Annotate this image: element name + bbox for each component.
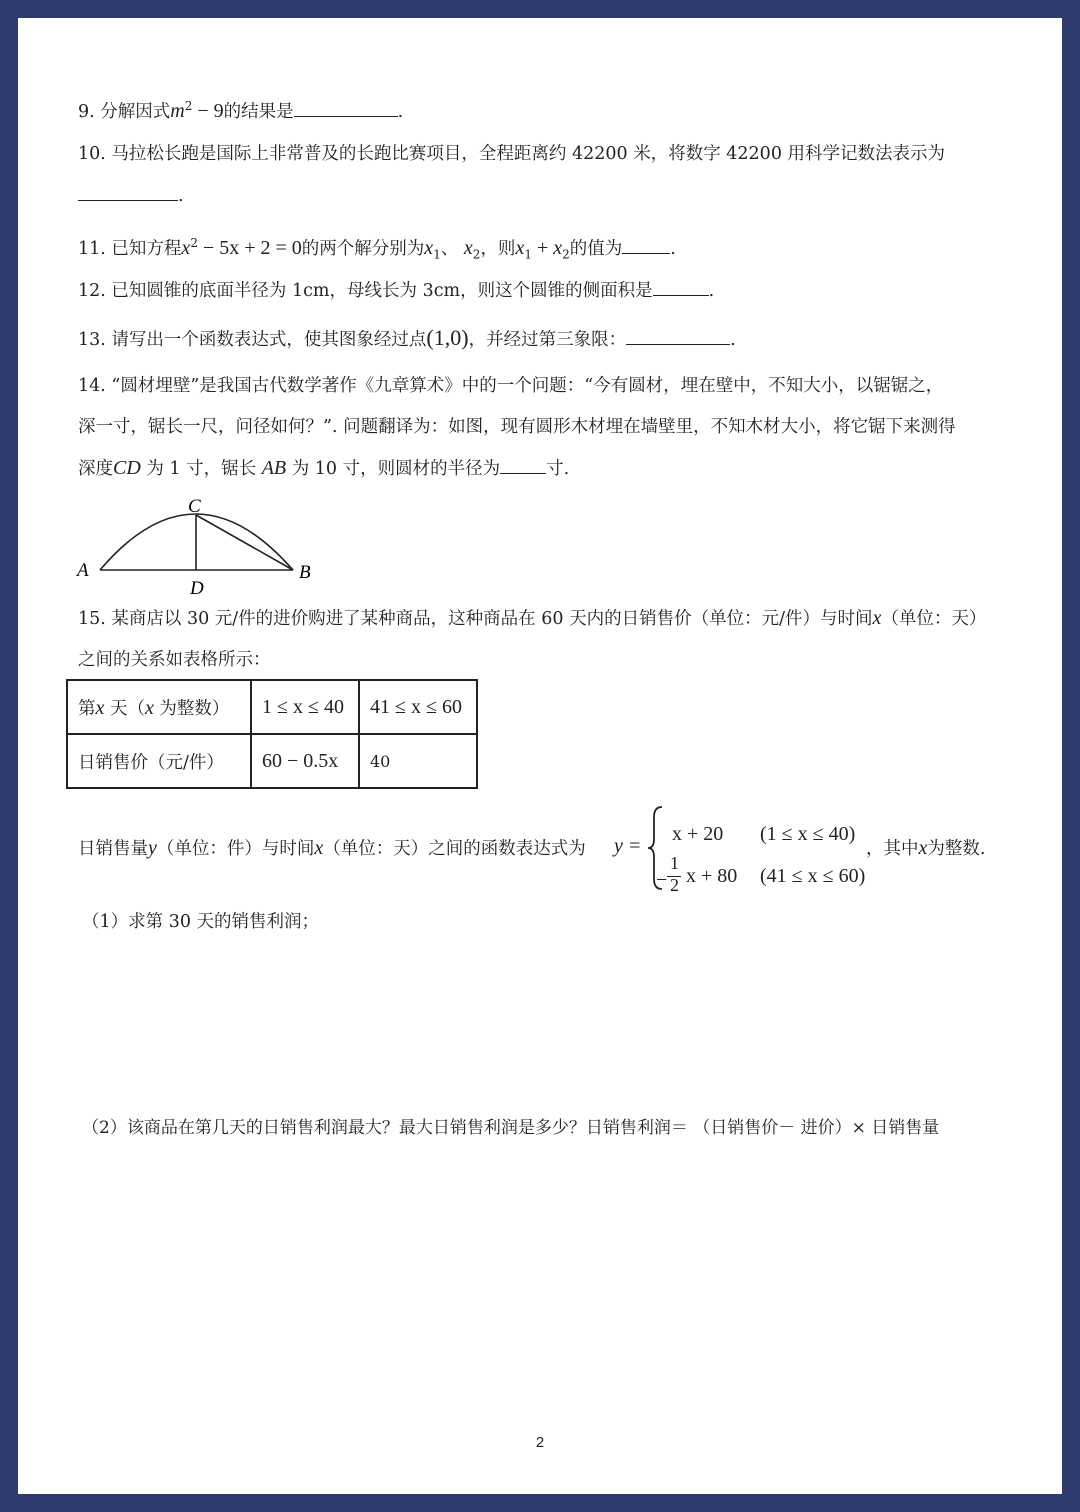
- question-15-line1: [78, 606, 986, 631]
- table-cell-price-label: 日销售价（元/件）: [67, 734, 251, 788]
- sub-question-2: （2）该商品在第几天的日销售利润最大？最大日销售利润是多少？日销售利润＝ （日销售价－ 进价）× 日销售量: [82, 1118, 940, 1138]
- question-11: [78, 231, 676, 266]
- q14-l3-text-b: 为 1 寸，锯长: [140, 459, 262, 479]
- table-cell-header-day: 第x 天（x 为整数）: [67, 680, 251, 734]
- piecewise-post: ，其中x为整数.: [866, 837, 986, 859]
- question-14-line3: [78, 456, 569, 481]
- q9-text: 分解因式: [100, 101, 171, 122]
- q11-mid: 的两个解分别为: [301, 238, 425, 259]
- q12-text: 已知圆锥的底面半径为 1cm，母线长为 3cm，则这个圆锥的侧面积是: [111, 281, 653, 301]
- q11-mid2: ，则: [480, 238, 516, 259]
- q11-sum-x1: x: [515, 236, 525, 259]
- table-cell-range2: 41 ≤ x ≤ 60: [359, 680, 477, 734]
- q9-number: 9.: [78, 101, 95, 122]
- q11-eq-var: x: [181, 236, 191, 259]
- q10-number: 10.: [78, 144, 106, 164]
- table-row: [67, 734, 477, 788]
- label-b: B: [299, 562, 311, 583]
- q15-text-a: 15. 某商店以 30 元/件的进价购进了某种商品，这种商品在 60 天内的日销售价（单位：元/件）与时间: [78, 609, 873, 629]
- q10-text: 马拉松长跑是国际上非常普及的长跑比赛项目，全程距离约 42200 米，将数字 42200 用科学记数法表示为: [111, 144, 946, 164]
- q11-eq-exp: 2: [190, 236, 198, 250]
- question-12: [78, 279, 714, 303]
- circle-segment-figure: [73, 490, 353, 600]
- q12-answer-blank[interactable]: [653, 281, 709, 296]
- question-10: [78, 142, 945, 166]
- q9-end: .: [397, 101, 404, 122]
- question-10-line2: [78, 184, 184, 208]
- piecewise-function: 日销售量y（单位：件）与时间x（单位：天）之间的函数表达式为 y = x + 20 (1 ≤ x ≤ 40) − 1 2 x + 80 (41 ≤ x ≤ 60) ，其中x为整数.: [78, 803, 1018, 893]
- question-9: [78, 94, 403, 124]
- q13-answer-blank[interactable]: [626, 330, 730, 345]
- piecewise-lhs: y =: [614, 835, 642, 857]
- q11-x2-sub: 2: [472, 247, 481, 262]
- q14-ab: AB: [261, 457, 287, 479]
- q10-end: .: [178, 186, 184, 206]
- page-number: 2: [535, 1434, 545, 1451]
- q11-x2-var: x: [463, 236, 473, 259]
- segment-cb: [196, 515, 293, 570]
- q11-plus: +: [531, 236, 554, 259]
- q13-number: 13.: [78, 330, 106, 350]
- piecewise-pre: 日销售量y（单位：件）与时间x（单位：天）之间的函数表达式为: [78, 837, 586, 859]
- q13-text: 请写出一个函数表达式，使其图象经过点: [111, 330, 427, 350]
- q13-post: ，并经过第三象限：: [468, 330, 627, 350]
- label-d: D: [190, 578, 204, 599]
- question-15-line2: 之间的关系如表格所示：: [78, 650, 271, 670]
- q9-answer-blank[interactable]: [294, 102, 398, 117]
- q11-eq-rest: − 5x + 2 = 0: [197, 236, 302, 259]
- table-row: [67, 680, 477, 734]
- q11-x1-var: x: [424, 236, 434, 259]
- q11-end: .: [670, 238, 676, 259]
- price-table: [66, 679, 478, 789]
- q12-number: 12.: [78, 281, 106, 301]
- table-cell-price-formula: 60 − 0.5x: [251, 734, 359, 788]
- question-13: [78, 326, 736, 352]
- sub-question-1: （1）求第 30 天的销售利润；: [82, 912, 320, 932]
- q11-sum-sub2: 2: [562, 247, 570, 262]
- q11-number: 11.: [78, 238, 106, 259]
- q15-text-b: （单位：天）: [881, 609, 987, 629]
- q11-text: 已知方程: [111, 238, 182, 259]
- q11-x1-sub: 1: [433, 247, 441, 262]
- q9-expr-base: m: [170, 99, 185, 122]
- q9-expr-rest: − 9: [192, 99, 224, 122]
- q15-var: x: [872, 607, 882, 629]
- q14-answer-blank[interactable]: [500, 459, 546, 474]
- q13-end: .: [730, 330, 736, 350]
- table-cell-price-const: 40: [359, 734, 477, 788]
- exam-page: [18, 18, 1062, 1494]
- label-a: A: [77, 560, 89, 581]
- q14-l3-text-d: 寸.: [546, 459, 570, 479]
- q9-expr-exp: 2: [184, 99, 193, 113]
- q11-sum-x2: x: [553, 236, 563, 259]
- q11-answer-blank[interactable]: [622, 239, 670, 254]
- q12-end: .: [708, 281, 715, 301]
- q14-l3-text-c: 为 10 寸，则圆材的半径为: [286, 459, 501, 479]
- q11-sep: 、: [440, 238, 459, 259]
- question-14-line1: 14. “圆材埋壁”是我国古代数学著作《九章算术》中的一个问题：“今有圆材，埋在壁中，不知大小，以锯锯之，: [78, 376, 944, 396]
- q13-point: (1,0): [426, 325, 469, 350]
- case-1: x + 20 (1 ≤ x ≤ 40): [672, 823, 856, 845]
- table-cell-range1: 1 ≤ x ≤ 40: [251, 680, 359, 734]
- q14-cd: CD: [113, 457, 141, 479]
- q11-sum-sub1: 1: [524, 247, 532, 262]
- q11-post: 的值为: [569, 238, 623, 259]
- q10-answer-blank[interactable]: [78, 186, 178, 201]
- question-14-line2: 深一寸，锯长一尺，问径如何？”. 问题翻译为：如图，现有圆形木材埋在墙壁里，不知木材大小，将它锯下来测得: [78, 417, 956, 437]
- q14-l3-text-a: 深度: [78, 459, 113, 479]
- q9-post: 的结果是: [223, 101, 294, 122]
- label-c: C: [188, 496, 201, 517]
